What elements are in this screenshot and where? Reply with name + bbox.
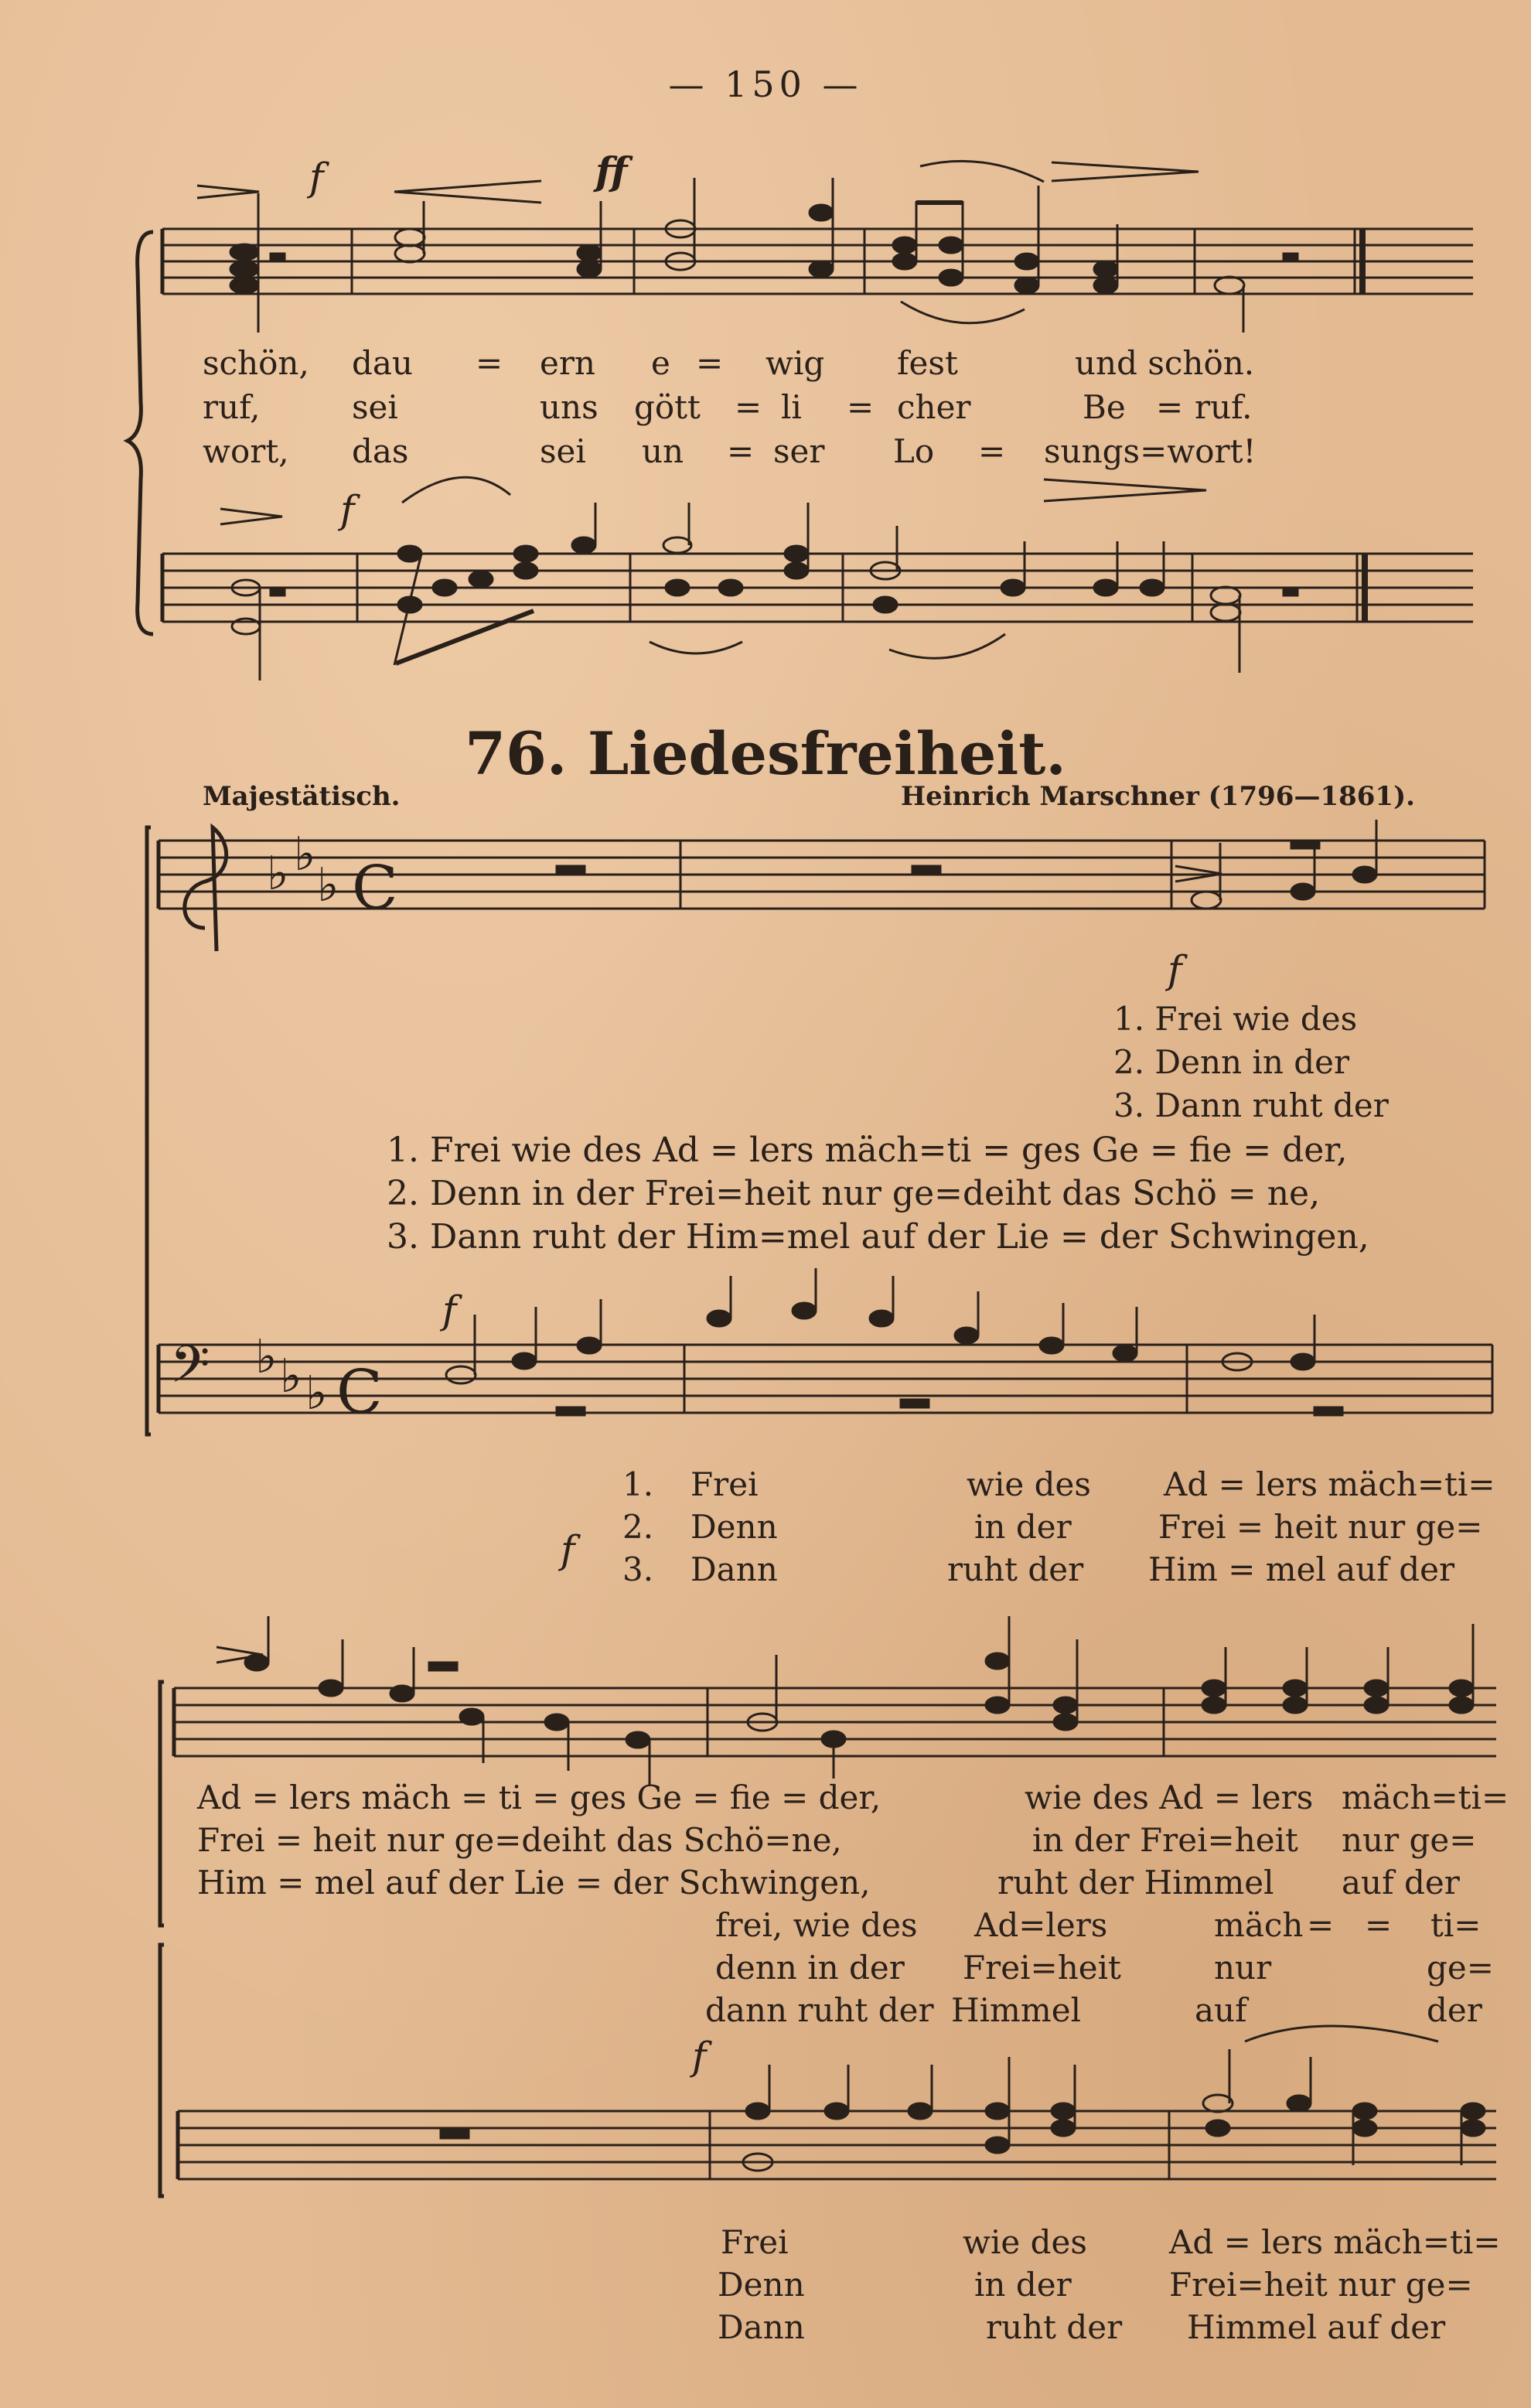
lyric: mäch [1214,1906,1304,1944]
svg-text:♭: ♭ [317,858,339,912]
lyric: und schön. [1075,344,1255,382]
lyric: = [727,432,755,470]
lyric: denn in der [715,1949,905,1987]
lyric: in der [974,2266,1072,2304]
lyric: Frei = heit nur ge=deiht das Schö=ne, [197,1821,842,1859]
system1-dynamic-ff: ff [595,148,628,194]
lyric: das [352,432,409,470]
lyric: nur [1214,1949,1272,1987]
svg-text:C: C [336,1358,383,1427]
lyric: auf [1195,1991,1247,2029]
main-verse-1: 1. Frei wie des Ad = lers mäch=ti = ges Ge = fie = der, [387,1131,1348,1170]
lyric: Ad = lers mäch=ti= [1169,2223,1501,2261]
lyric: ruf. [1195,388,1253,426]
main-verse-2: 2. Denn in der Frei=heit nur ge=deiht das Schö = ne, [387,1174,1321,1213]
lyric: 1. [622,1465,654,1503]
lyric: 2. [622,1508,654,1546]
lyric: cher [897,388,971,426]
lyric: Frei=heit [963,1949,1121,1987]
lyric: un [642,432,684,470]
lyric: sei [540,432,586,470]
lyric: Frei [721,2223,789,2261]
lyric: = [847,388,875,426]
system2-bass-lyric-dynamic-f: f [561,1527,575,1572]
svg-text:♭: ♭ [255,1330,278,1384]
lyric: Denn [690,1508,778,1546]
lyric: = [476,344,503,382]
lyric: e [651,344,670,382]
system1-lower-dynamic-f: f [340,487,355,532]
lyric: mäch=ti= [1342,1779,1509,1816]
svg-text:♭: ♭ [280,1349,302,1404]
pickup-verse-1: 1. Frei wie des [1113,1000,1358,1038]
svg-text:𝄢: 𝄢 [170,1335,210,1407]
lyric: schön, [203,344,309,382]
lyric: Frei = heit nur ge= [1158,1508,1483,1546]
lyric: fest [897,344,958,382]
lyric: ruht der [947,1550,1084,1588]
lyric: auf der [1342,1864,1460,1902]
composer-credit: Heinrich Marschner (1796—1861). [901,781,1415,812]
lyric: Frei=heit nur ge= [1169,2266,1473,2304]
lyric: ruht der Himmel [997,1864,1274,1902]
lyric: in der Frei=heit [1032,1821,1298,1859]
lyric: = [1156,388,1184,426]
lyric: = [978,432,1006,470]
lyric: Dann [718,2308,805,2346]
lyric: 3. [622,1550,654,1588]
system2-main-verses [387,1129,1369,1259]
lyric: frei, wie des [715,1906,918,1944]
system3-lower-dynamic-f: f [692,2034,707,2079]
lyric: ge= [1427,1949,1494,1987]
lyric: wig [766,344,825,382]
lyric: = [735,388,762,426]
lyric: in der [974,1508,1072,1546]
lyric: Denn [718,2266,805,2304]
lyric: li [781,388,802,426]
lyric: uns [540,388,598,426]
lyric: nur ge= [1342,1821,1477,1859]
pickup-verse-3: 3. Dann ruht der [1113,1086,1389,1124]
lyric: ti= [1430,1906,1482,1944]
lyric: Him = mel auf der Lie = der Schwingen, [197,1864,871,1902]
lyric: ruf, [203,388,261,426]
lyric: wie des [967,1465,1091,1503]
system1-dynamic-f: f [309,155,324,200]
svg-text:♭: ♭ [267,847,289,901]
svg-text:♭: ♭ [294,827,316,882]
lyric: wort, [203,432,289,470]
pickup-verse-2: 2. Denn in der [1113,1043,1350,1081]
lyric: ser [773,432,825,470]
song-title: 76. Liedesfreiheit. [465,719,1066,788]
lyric: = [1307,1906,1335,1944]
svg-text:C: C [352,854,398,923]
lyric: = [696,344,724,382]
lyric: dau [352,344,413,382]
lyric: Himmel [951,1991,1081,2029]
lyric: Ad = lers mäch = ti = ges Ge = fie = der, [197,1779,881,1816]
lyric: sei [352,388,398,426]
lyric: der [1427,1991,1482,2029]
lyric: dann ruht der [705,1991,934,2029]
system2-pickup-verses [1113,998,1389,1127]
lyric: Lo [893,432,935,470]
lyric: = [1365,1906,1393,1944]
page-number: — 150 — [668,63,863,105]
lyric: ruht der [986,2308,1123,2346]
lyric: gött [634,388,701,426]
lyric: sungs=wort! [1044,432,1257,470]
lyric: Himmel auf der [1187,2308,1446,2346]
system2-bass-dynamic-f: f [442,1288,457,1332]
system1-lower-staff [162,477,1473,658]
lyric: Ad=lers [974,1906,1108,1944]
system2-upper-dynamic-f: f [1168,947,1182,992]
lyric: wie des [963,2223,1087,2261]
tempo-marking: Majestätisch. [203,781,401,812]
lyric: Dann [690,1550,778,1588]
lyric: Frei [690,1465,759,1503]
lyric: Him = mel auf der [1148,1550,1455,1588]
main-verse-3: 3. Dann ruht der Him=mel auf der Lie = der Schwingen, [387,1217,1369,1257]
svg-text:♭: ♭ [305,1366,328,1421]
lyric: ern [540,344,595,382]
lyric: Ad = lers mäch=ti= [1164,1465,1495,1503]
lyric: wie des Ad = lers [1025,1779,1314,1816]
lyric: Be [1083,388,1126,426]
